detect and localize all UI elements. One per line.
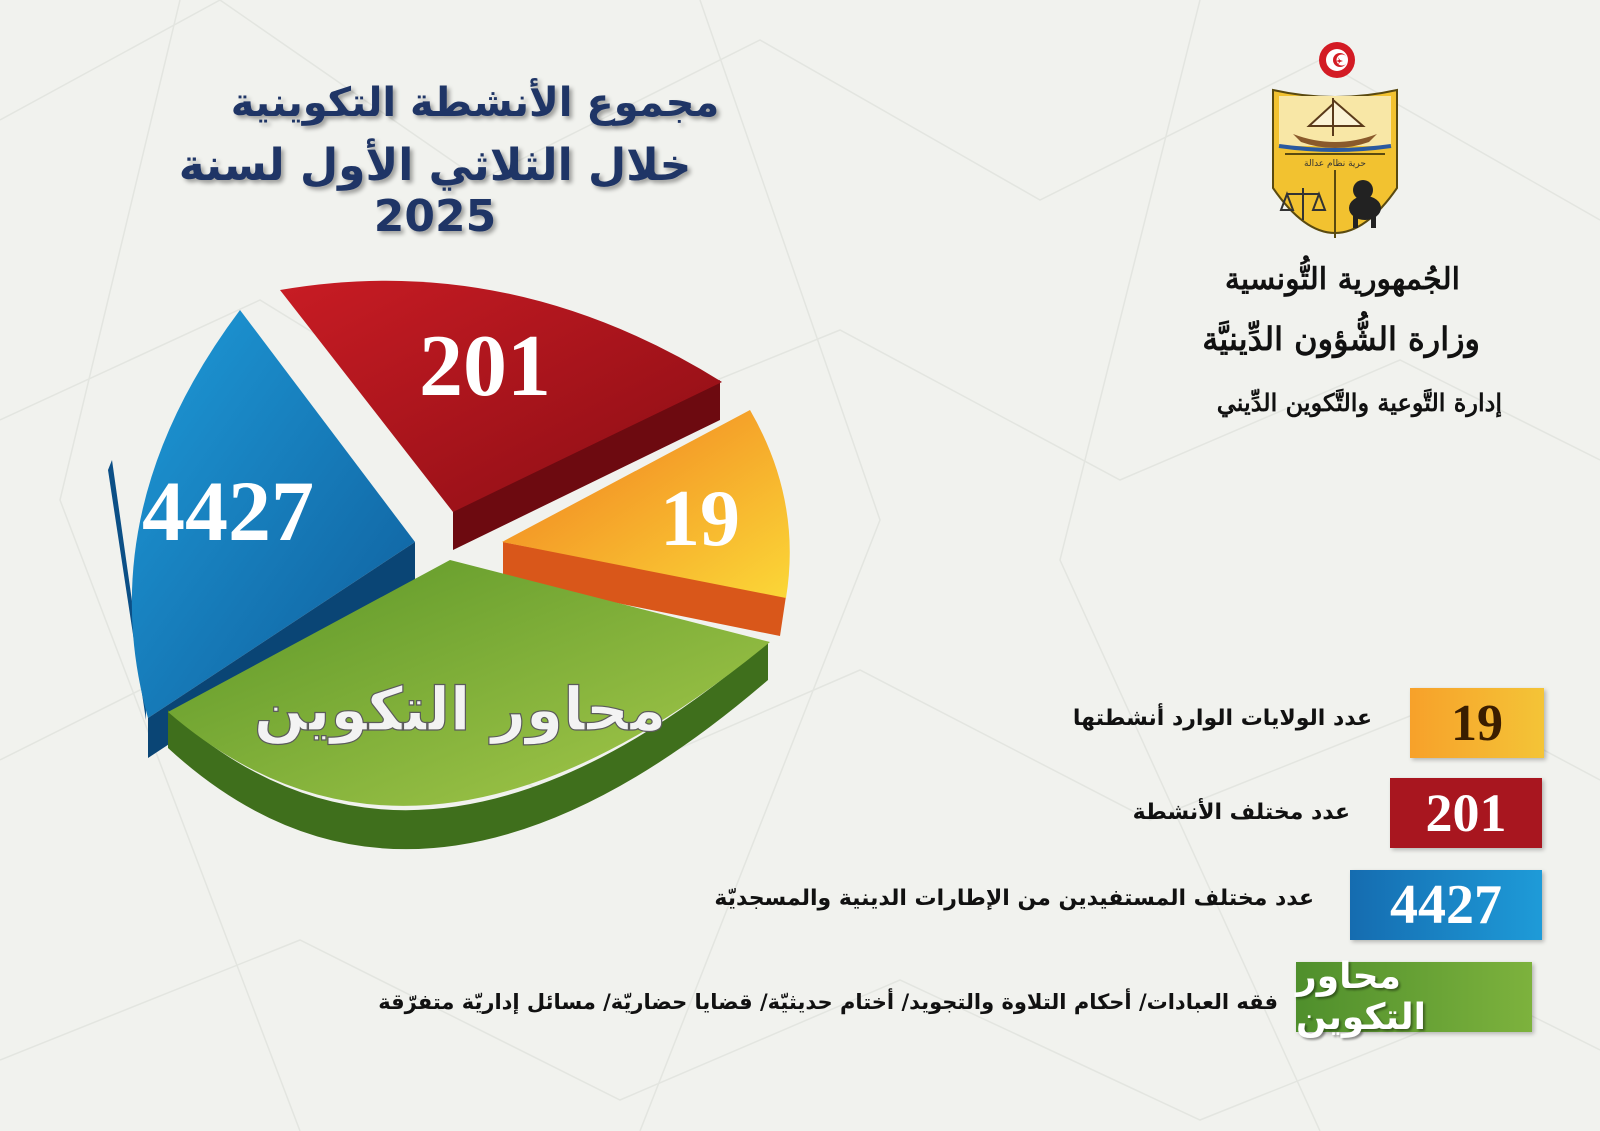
emblem-banner: حرية نظام عدالة — [1304, 159, 1366, 169]
pie-label-axes: محاور التكوين — [253, 675, 667, 745]
org-country: الجُمهورية التُّونسية — [1224, 262, 1460, 297]
pie-label-201: 201 — [419, 318, 551, 415]
legend-value-beneficiaries: 4427 — [1350, 870, 1542, 940]
pie-label-4427: 4427 — [142, 463, 314, 559]
org-ministry: وزارة الشُّؤون الدِّينيَّة — [1202, 320, 1480, 358]
legend-value-axes: محاور التكوين — [1296, 962, 1532, 1032]
legend-text-activities: عدد مختلف الأنشطة — [1132, 800, 1350, 825]
org-department: إدارة التَّوعية والتَّكوين الدِّيني — [1216, 388, 1502, 417]
pie-label-19: 19 — [660, 475, 740, 563]
pie-graphic — [90, 270, 810, 880]
title-line-2: خلال الثلاثي الأول لسنة 2025 — [178, 140, 692, 242]
legend-value-activities: 201 — [1390, 778, 1542, 848]
title-block — [110, 80, 760, 242]
legend-text-axes: فقه العبادات/ أحكام التلاوة والتجويد/ أختام حديثيّة/ قضايا حضاريّة/ مسائل إداريّة متفرّقة — [378, 990, 1278, 1014]
legend-text-states: عدد الولايات الوارد أنشطتها — [1072, 706, 1372, 731]
legend-value-states: 19 — [1410, 688, 1544, 758]
coat-of-arms-emblem — [1265, 38, 1405, 258]
title-line-1: مجموع الأنشطة التكوينية — [230, 80, 720, 126]
legend-text-beneficiaries: عدد مختلف المستفيدين من الإطارات الدينية والمسجديّة — [714, 886, 1314, 911]
